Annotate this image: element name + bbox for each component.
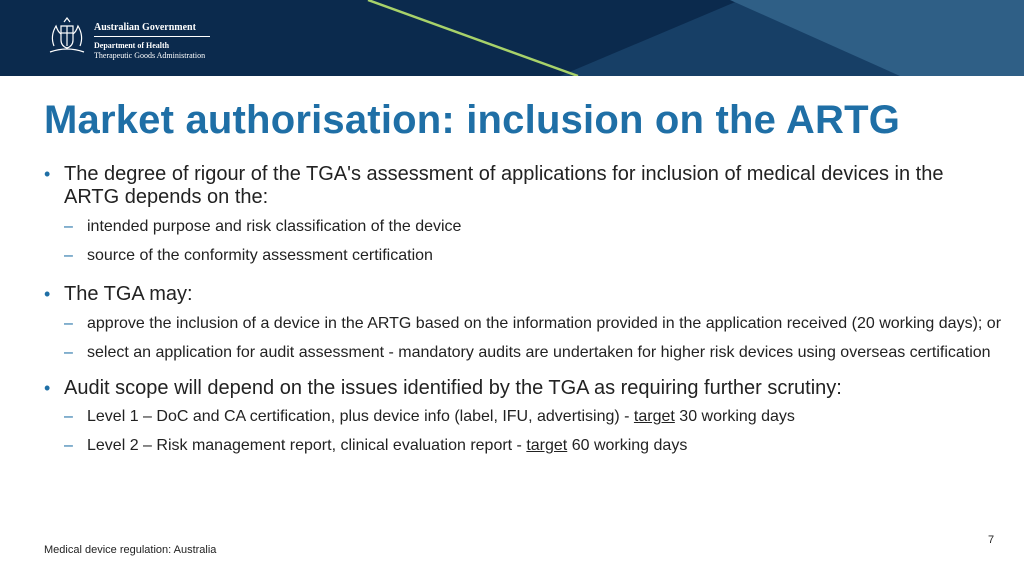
slide-title: Market authorisation: inclusion on the ARTG (44, 98, 901, 142)
sub-bullet (44, 435, 1002, 457)
bullet-dot-icon: • (44, 164, 51, 184)
sub-bullet (44, 245, 1002, 267)
footer-text: Medical device regulation: Australia (44, 544, 217, 556)
bullet-2 (44, 283, 1002, 306)
bullet-1 (44, 163, 1002, 209)
dash-icon: – (64, 247, 73, 264)
sub-bullet (44, 342, 1002, 364)
target-emphasis: target (633, 408, 675, 425)
bullet-dot-icon: • (44, 378, 51, 398)
sub-bullet-prefix: Level 1 – DoC and CA certification, plus device info (label, IFU, advertising) - (87, 408, 634, 425)
dash-icon: – (64, 408, 73, 425)
slide-content (44, 163, 1002, 457)
dash-icon: – (64, 344, 73, 361)
header-banner (0, 0, 1024, 76)
sub-bullet-text: select an application for audit assessment - mandatory audits are undertaken for higher risk devices using overseas certification (87, 344, 991, 361)
bullet-text: The TGA may: (64, 283, 193, 305)
bullet-text: The degree of rigour of the TGA's assessment of applications for inclusion of medical devices in the ARTG depends on the: (64, 163, 944, 208)
target-emphasis: target (526, 437, 568, 454)
sub-bullet-text: intended purpose and risk classification of the device (87, 218, 462, 235)
dash-icon: – (64, 437, 73, 454)
sub-bullet (44, 406, 1002, 428)
bullet-text: Audit scope will depend on the issues identified by the TGA as requiring further scrutiny: (64, 377, 842, 399)
page-number: 7 (988, 534, 995, 546)
dash-icon: – (64, 315, 73, 332)
sub-bullet-suffix: 30 working days (674, 408, 795, 425)
bullet-3 (44, 377, 1002, 400)
sub-bullet (44, 216, 1002, 238)
sub-bullet-text: source of the conformity assessment certification (87, 247, 433, 264)
sub-bullet-prefix: Level 2 – Risk management report, clinical evaluation report - (87, 437, 527, 454)
agency-name: Therapeutic Goods Administration (94, 51, 206, 60)
sub-bullet-suffix: 60 working days (567, 437, 688, 454)
coat-of-arms-icon (44, 16, 90, 56)
department-name: Department of Health (94, 41, 170, 50)
sub-bullet-text: approve the inclusion of a device in the ARTG based on the information provided in the application received (20 working days); or (87, 315, 1002, 332)
sub-bullet (44, 313, 1002, 335)
dash-icon: – (64, 218, 73, 235)
government-logo (44, 14, 210, 64)
bullet-dot-icon: • (44, 284, 51, 304)
government-name: Australian Government (94, 22, 210, 37)
